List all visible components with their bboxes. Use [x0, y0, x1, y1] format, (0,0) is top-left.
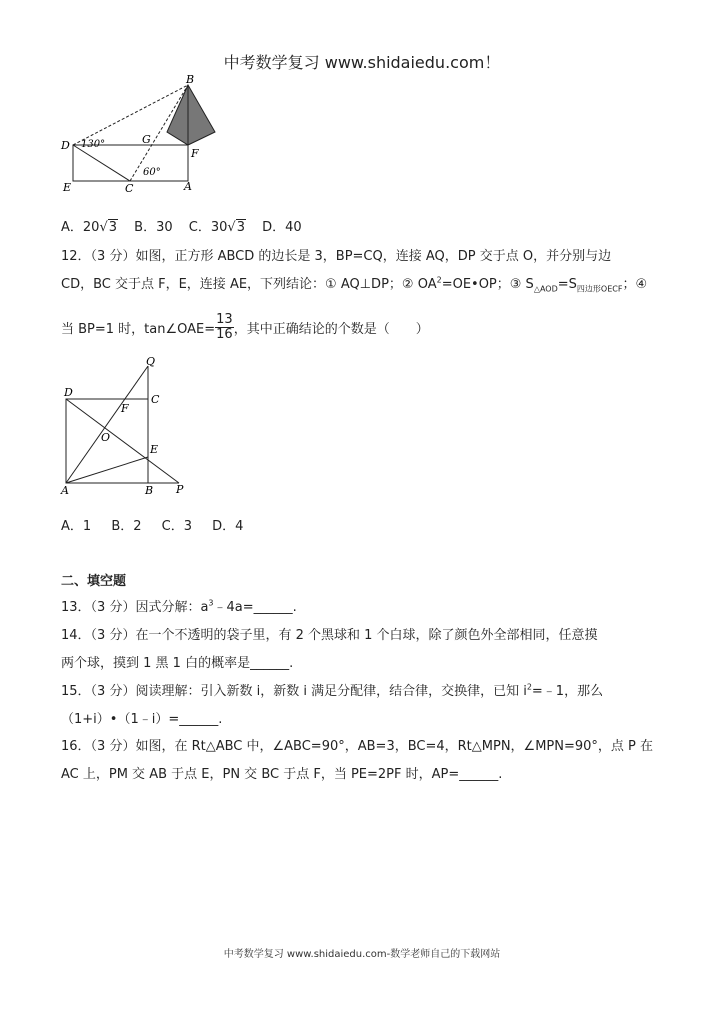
- figure-q12-label-C: C: [151, 393, 160, 406]
- q15-sup: 2: [526, 682, 532, 692]
- q11-options: [61, 216, 302, 235]
- figure-q11-label-C: C: [125, 182, 134, 195]
- q12-sup: 2: [436, 275, 442, 285]
- page-footer: 中考数学复习 www.shidaiedu.com-数学老师自己的下载网站: [223, 949, 501, 960]
- q11-option-d: D．40: [262, 220, 302, 235]
- figure-q11-angle-130: 130°: [81, 139, 106, 150]
- q14-line-2: 两个球，摸到 1 黑 1 白的概率是______.: [61, 656, 294, 671]
- figure-q12-label-D: D: [64, 386, 73, 399]
- q12-line-3: 当 BP=1 时，tan∠OAE= $\frac{13}{16}$ ，其中正确结论的个数是（ ）: [61, 312, 429, 342]
- q12-fraction-num: 13: [216, 312, 233, 327]
- q16-line-1: 16．（3 分）如图，在 Rt△ABC 中，∠ABC=90°，AB=3，BC=4，Rt△MPN，∠MPN=90°，点 P 在: [61, 739, 654, 754]
- figure-q12-label-B: B: [145, 484, 154, 497]
- figure-q11-label-G: G: [142, 133, 151, 146]
- q12-line-2: CD，BC 交于点 F，E，连接 AE，下列结论：① AQ⊥DP；② $OA^2=OE•OP$；③ $S_{\triangle AOD}=S_{四边形OECF}$；④: [61, 275, 648, 294]
- figure-q12-label-F: F: [121, 402, 129, 415]
- figure-q11-shaded-shape: [167, 85, 215, 145]
- figure-q11: [55, 72, 225, 197]
- figure-q12-label-P: P: [176, 483, 184, 496]
- q14-line-1: 14．（3 分）在一个不透明的袋子里，有 2 个黑球和 1 个白球，除了颜色外全部相同，任意摸: [61, 628, 598, 643]
- figure-q11-line-DC: [73, 145, 130, 181]
- page-header: 中考数学复习 www.shidaiedu.com！: [223, 53, 501, 72]
- q12-sub-aod: △AOD: [533, 284, 558, 294]
- q11-option-a: A．20√3: [61, 220, 118, 235]
- figure-q11-label-A: A: [184, 180, 192, 193]
- q13-sup: 3: [208, 598, 214, 608]
- q12-fraction: [215, 313, 234, 342]
- figure-q11-label-B: B: [186, 73, 195, 86]
- q16-line-2: AC 上，PM 交 AB 于点 E，PN 交 BC 于点 F，当 PE=2PF 时，AP=______.: [61, 767, 503, 782]
- q12-option-c: C．3: [161, 519, 193, 534]
- q12-line-1: 12．（3 分）如图，正方形 ABCD 的边长是 3，BP=CQ，连接 AQ，DP 交于点 O，并分别与边: [61, 249, 612, 264]
- q12-options: [61, 515, 243, 534]
- q11-option-b: B．30: [134, 220, 173, 235]
- q15-line-2: （1+i）•（1﹣i）=______.: [61, 712, 223, 727]
- q12-option-b: B．2: [111, 519, 142, 534]
- q12-option-a: A．1: [61, 519, 92, 534]
- figure-q11-rect: [73, 145, 188, 181]
- figure-q11-line-DB: [73, 85, 188, 145]
- q11-option-c-radicand: 3: [236, 220, 245, 235]
- figure-q11-label-D: D: [61, 139, 70, 152]
- section-fill-blank-title: 二、填空题: [61, 574, 127, 589]
- figure-q11-label-E: E: [63, 181, 72, 194]
- q13: 13．（3 分）因式分解：$a^3﹣4a=\_\_\_\_\_\_$.: [61, 598, 297, 615]
- q15-line-1: 15．（3 分）阅读理解：引入新数 i，新数 i 满足分配律，结合律，交换律，已知 $i^2=﹣1$，那么: [61, 682, 604, 699]
- q12-option-d: D．4: [212, 519, 244, 534]
- figure-q12-line-AE: [66, 457, 148, 483]
- figure-q12-label-E: E: [150, 443, 159, 456]
- q11-option-c: C．30√3: [188, 220, 245, 235]
- figure-q12-label-A: A: [61, 484, 69, 497]
- figure-q12-label-O: O: [101, 431, 111, 444]
- figure-q12-label-Q: Q: [146, 355, 156, 368]
- figure-q12-line-AQ: [66, 366, 148, 483]
- figure-q12: [55, 355, 195, 500]
- q12-fraction-den: 16: [216, 327, 233, 342]
- q12-sub-oecf: 四边形OECF: [576, 284, 623, 294]
- figure-q11-label-F: F: [191, 147, 199, 160]
- figure-q11-angle-60: 60°: [143, 167, 161, 178]
- q11-option-a-radicand: 3: [108, 220, 118, 235]
